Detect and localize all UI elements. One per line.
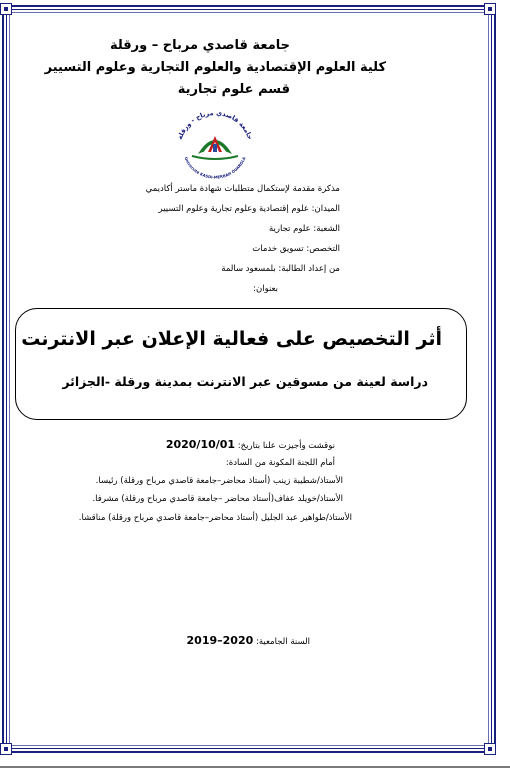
- thesis-title: أثر التخصيص على فعالية الإعلان عبر الانترنت: [21, 328, 442, 350]
- thesis-subtitle: دراسة لعينة من مسوقين عبر الانترنت بمدينة ورقلة -الجزائر: [62, 374, 428, 389]
- field-specialty: التخصص: تسويق خدمات: [252, 244, 340, 254]
- student-name: من إعداد الطالبة: بلمسعود سالمة: [221, 264, 340, 274]
- border-corner-ornament: [484, 3, 496, 15]
- border-corner-ornament: [0, 743, 12, 755]
- logo-latin-text: Université KASDI-MERBAH OUARGLA: [183, 156, 247, 180]
- academic-year-value: 2020–2019: [186, 634, 254, 647]
- defense-date: 2020/10/01: [165, 438, 236, 451]
- logo-emblem-icon: [192, 136, 238, 159]
- committee-label: أمام اللجنة المكونة من السادة:: [225, 458, 335, 468]
- defense-date-label: نوقشت وأجيزت علنا بتاريخ:: [237, 441, 335, 451]
- university-logo: [170, 106, 260, 180]
- memo-statement: مذكرة مقدمة لإستكمال متطلبات شهادة ماستر أكاديمي: [145, 184, 340, 194]
- committee-member: الأستاذ/خويلد عفاف(أستاذ محاضر –جامعة قاصدي مرباح ورقلة) مشرفا.: [92, 494, 343, 504]
- department-name: قسم علوم تجارية: [177, 82, 290, 97]
- university-name: جامعة قاصدي مرباح – ورقلة: [109, 38, 290, 53]
- committee-member: الأستاذ/شطيبة زينب (أستاذ محاضر–جامعة قاصدي مرباح ورقلة) رئيسا.: [95, 476, 343, 486]
- academic-year-label: السنة الجامعية:: [255, 637, 310, 647]
- field-branch: الشعبة: علوم تجارية: [268, 224, 340, 234]
- thesis-title-box: [15, 308, 467, 420]
- page-bottom-edge: [0, 766, 510, 768]
- border-corner-ornament: [484, 743, 496, 755]
- committee-member: الأستاذ/طواهير عبد الجليل (أستاذ محاضر–جامعة قاصدي مرباح ورقلة) مناقشا.: [78, 513, 352, 523]
- border-corner-ornament: [0, 3, 12, 15]
- title-label: بعنوان:: [253, 284, 278, 294]
- faculty-name: كلية العلوم الإقتصادية والعلوم التجارية وعلوم التسيير: [44, 60, 386, 75]
- field-domain: الميدان: علوم إقتصادية وعلوم تجارية وعلوم التسيير: [158, 204, 340, 214]
- defense-date-line: [166, 438, 335, 451]
- logo-arabic-text: جامعة قاصدي مرباح - ورقلة: [175, 108, 255, 141]
- academic-year-line: [187, 634, 310, 647]
